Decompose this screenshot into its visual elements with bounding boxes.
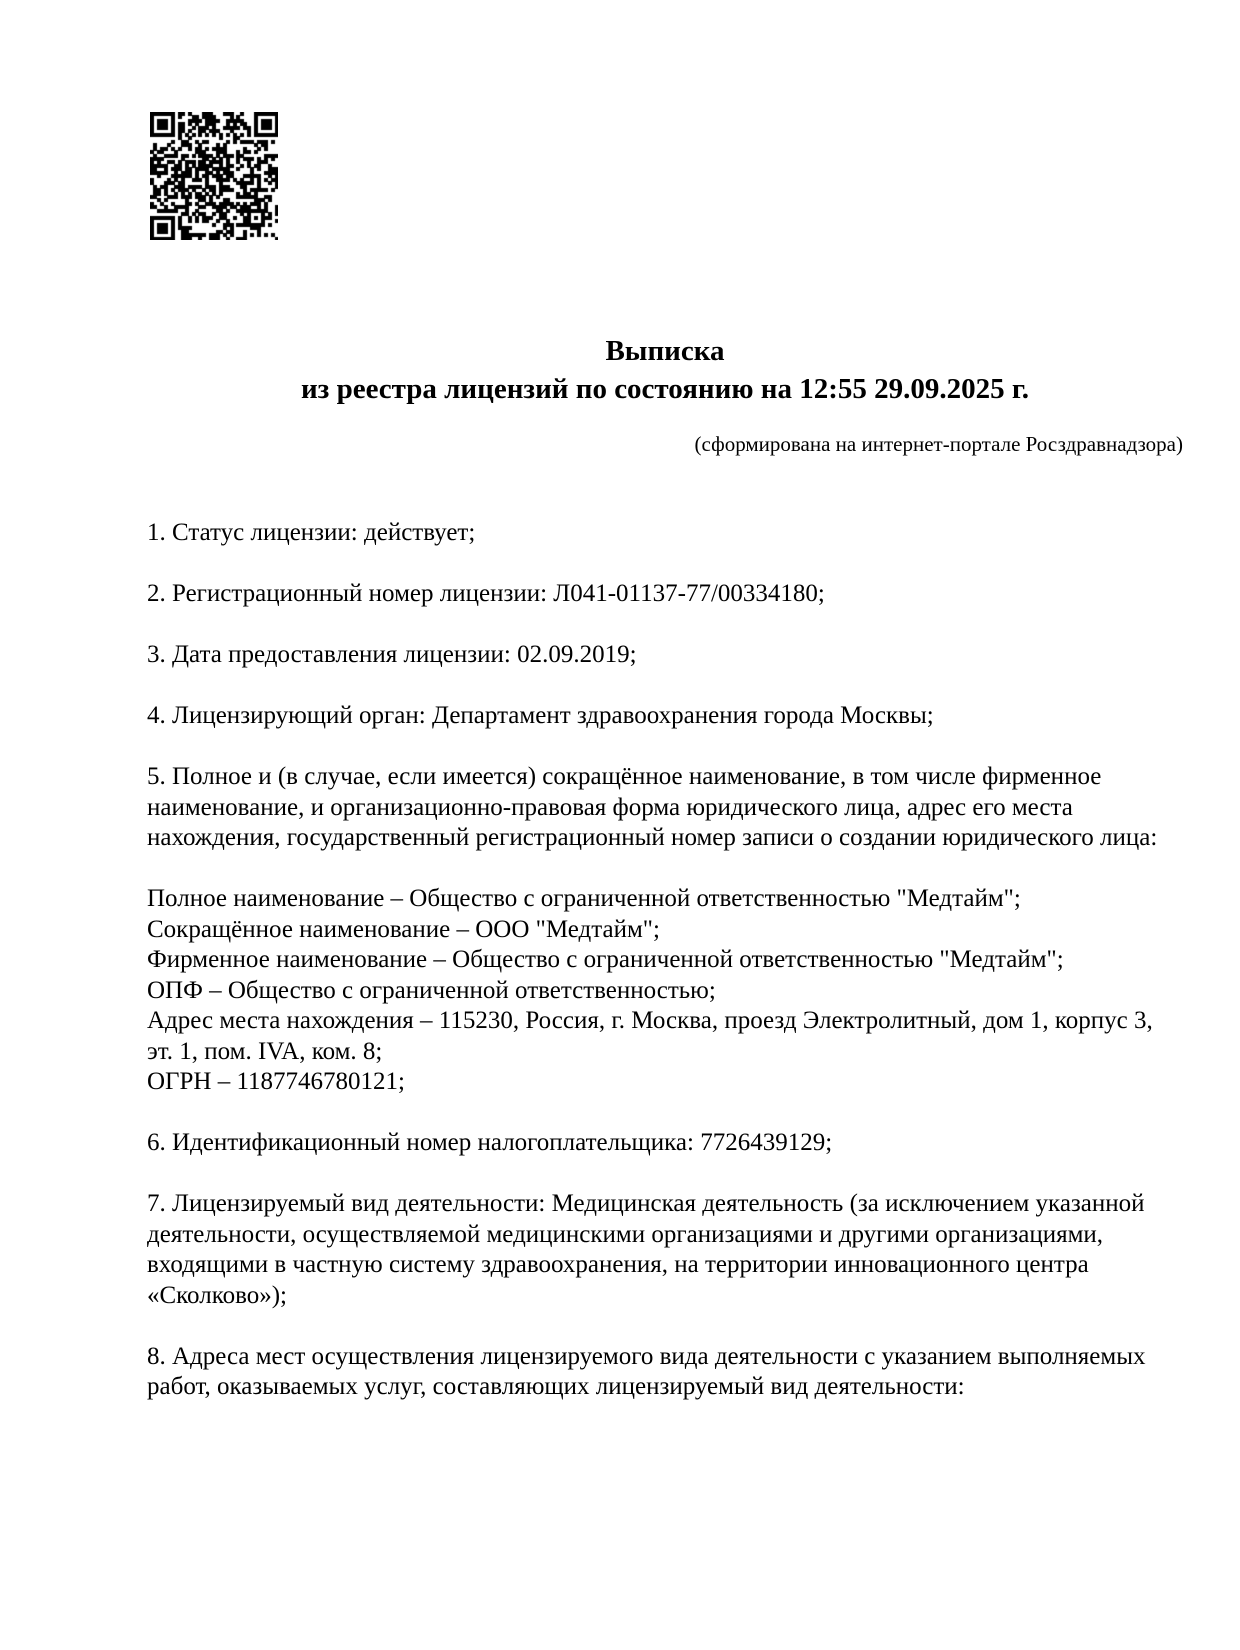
document-body [147,518,1183,1433]
company-short-name: Сокращённое наименование – ООО "Медтайм"; [147,915,660,943]
company-address-line-1: Адрес места нахождения – 115230, Россия, г. Москва, проезд Электролитный, дом 1, корпус 3, [147,1007,1153,1034]
company-brand-name: Фирменное наименование – Общество с ограниченной ответственностью "Медтайм"; [147,946,1064,973]
item-5-company-name-heading: 5. Полное и (в случае, если имеется) сокращённое наименование, в том числе фирменное наименование, и организационно-правовая форма юридического лица, адрес его места нахождения, государственный регистрационный номер записи о создании юридического лица: [147,763,1158,851]
company-details-block [147,884,1183,1098]
company-legal-form: ОПФ – Общество с ограниченной ответственностью; [147,976,716,1004]
company-ogrn: ОГРН – 1187746780121; [147,1068,405,1095]
item-2-registration-number: 2. Регистрационный номер лицензии: Л041-01137-77/00334180; [147,580,825,607]
item-6-taxpayer-number: 6. Идентификационный номер налогоплательщика: 7726439129; [147,1129,833,1156]
document-title [147,332,1183,408]
item-3-grant-date: 3. Дата предоставления лицензии: 02.09.2019; [147,641,637,668]
title-line-2: из реестра лицензий по состоянию на 12:55 29.09.2025 г. [300,373,1030,405]
qr-code [150,112,278,240]
item-1-license-status: 1. Статус лицензии: действует; [147,519,476,546]
item-4-licensing-authority: 4. Лицензирующий орган: Департамент здравоохранения города Москвы; [147,702,934,729]
company-address-line-2: эт. 1, пом. IVA, ком. 8; [147,1037,383,1065]
title-line-1: Выписка [605,335,725,367]
item-8-addresses-heading: 8. Адреса мест осуществления лицензируемого вида деятельности с указанием выполняемых работ, оказываемых услуг, составляющих лицензируемый вид деятельности: [147,1342,1146,1400]
item-7-licensed-activity: 7. Лицензируемый вид деятельности: Медицинская деятельность (за исключением указанной деятельности, осуществляемой медицинскими организациями и другими организациями, входящими в частную систему здравоохранения, на территории инновационного центра «Сколково»); [147,1190,1145,1309]
document-subtitle: (сформирована на интернет-портале Росздравнадзора) [694,432,1183,456]
company-full-name: Полное наименование – Общество с ограниченной ответственностью "Медтайм"; [147,885,1021,912]
